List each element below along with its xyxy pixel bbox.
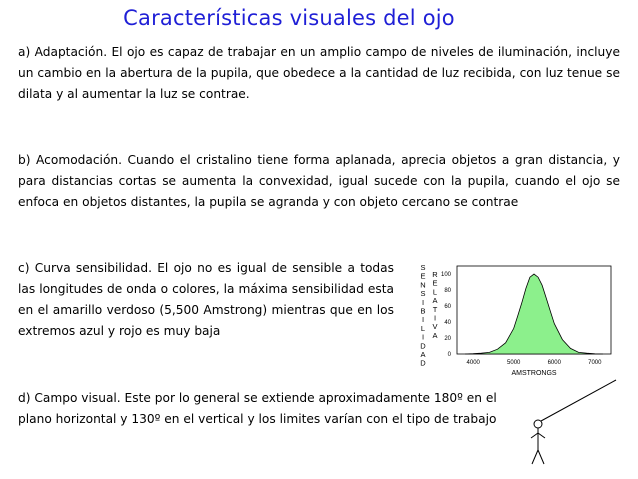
y-tick-label: 20: [444, 336, 451, 342]
x-axis-label: AMSTRONGS: [511, 370, 557, 377]
y-axis-label-sensibilidad: S E N S I B I L I D A D: [420, 263, 426, 368]
x-tick-label: 5000: [507, 360, 521, 366]
y-tick-label: 80: [444, 288, 451, 294]
figure-leg-right: [538, 450, 544, 464]
x-tick-label: 7000: [588, 360, 602, 366]
figure-arm-right: [538, 433, 545, 438]
paragraph-curva-sensibilidad: c) Curva sensibilidad. El ojo no es igual de sensible a todas las longitudes de onda o colores, la máxima sensibilidad esta en el amarillo verdoso (5,500 Amstrong) mientras que en los extremos azul y rojo es muy baja: [18, 261, 394, 338]
y-tick-label: 40: [444, 320, 451, 326]
figure-arm-left: [531, 433, 538, 438]
figure-head: [534, 420, 542, 428]
paragraph-adaptacion: a) Adaptación. El ojo es capaz de trabajar en un amplio campo de niveles de iluminación, incluye un cambio en la abertura de la pupila, que obedece a la cantidad de luz recibida, con luz tenue se dilata y al aumentar la luz se contrae.: [18, 45, 620, 101]
y-axis-label-relativa: R E L A T I V A: [432, 270, 438, 340]
y-tick-label: 60: [444, 304, 451, 310]
paragraph-acomodacion: b) Acomodación. Cuando el cristalino tiene forma aplanada, aprecia objetos a gran distancia, y para distancias cortas se aumenta la convexidad, igual sucede con la pupila, cuando el ojo se enfoca en objetos distantes, la pupila se agranda y con objeto cercano se contrae: [18, 153, 620, 209]
y-tick-label: 0: [447, 352, 451, 358]
y-tick-label: 100: [440, 272, 451, 278]
paragraph-campo-visual: d) Campo visual. Este por lo general se extiende aproximadamente 180º en el plano horizontal y 130º en el vertical y los limites varían con el tipo de trabajo: [18, 391, 497, 426]
page-title: Características visuales del ojo: [123, 6, 455, 30]
stick-figure-visual-field: [520, 378, 620, 468]
figure-leg-left: [532, 450, 538, 464]
x-tick-label: 4000: [466, 360, 480, 366]
x-tick-label: 6000: [547, 360, 561, 366]
sensitivity-chart: [413, 262, 618, 377]
line-of-sight: [541, 380, 616, 421]
